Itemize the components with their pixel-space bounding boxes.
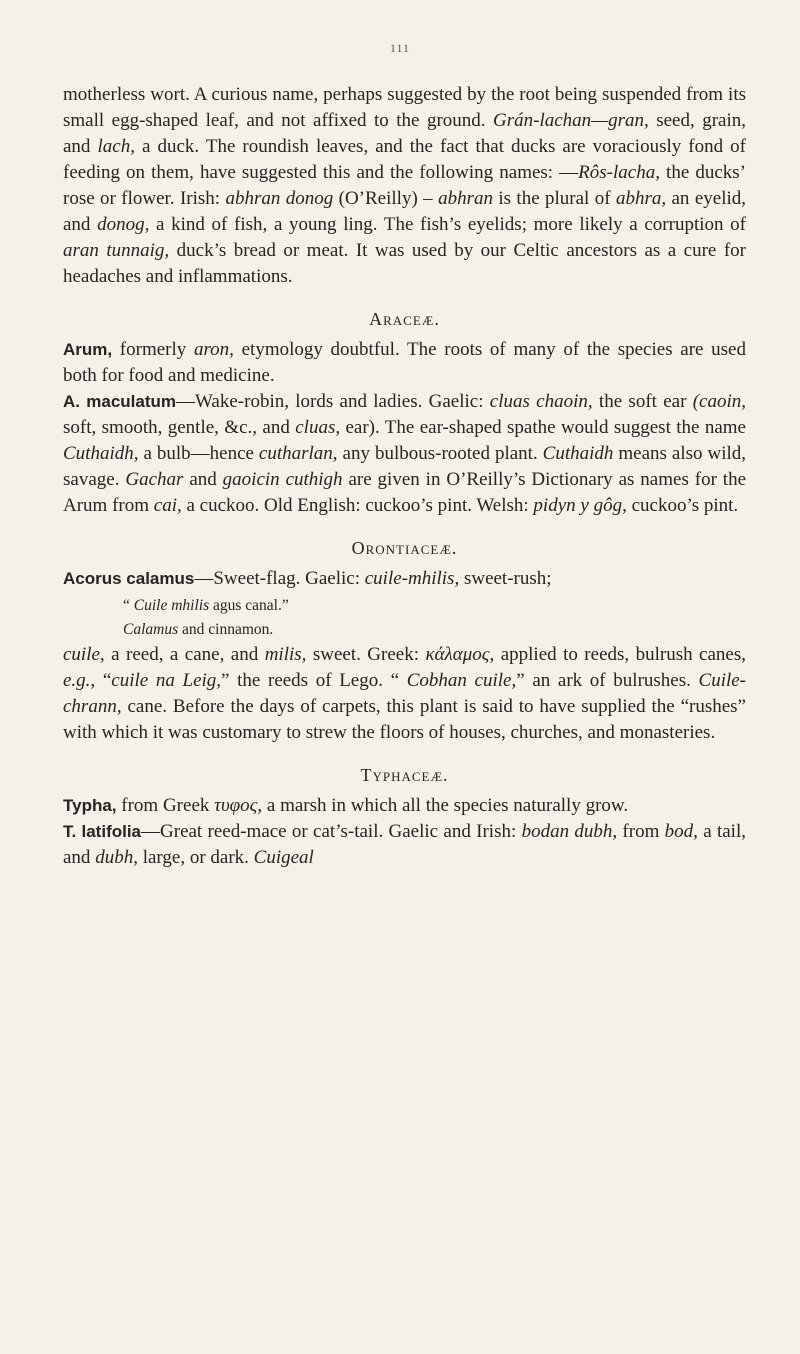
paragraph-lesser-celandine: motherless wort. A curious name, perhaps suggested by the root being suspended from its small egg-shaped leaf, and not affixed to the ground. Grán-lachan—gran, seed, grain, and lach, a duck. The roundish leaves, and the fact that ducks are voraciously fond of feeding on them, have suggested this and the following names: —Rôs-lacha, the ducks’ rose or flower. Irish: abhran donog (O’Reilly) – abhran is the plural of abhra, an eyelid, and donog, a kind of fish, a young ling. The fish’s eyelids; more likely a corruption of aran tunnaig, duck’s bread or meat. It was used by our Celtic ancestors as a cure for headaches and inflammations. bbox=[63, 84, 747, 287]
paragraph-arum-maculatum: A. maculatum—Wake-robin, lords and ladies. Gaelic: cluas chaoin, the soft ear (caoin, soft, smooth, gentle, &c., and cluas, ear). The ear-shaped spathe would suggest the name Cuthaidh, a bulb—hence cutharlan, any bulbous-rooted plant. Cuthaidh means also wild, savage. Gachar and gaoicin cuthigh are given in O’Reilly’s Dictionary as names for the Arum from cai, a cuckoo. Old English: cuckoo’s pint. Welsh: pidyn y gôg, cuckoo’s pint. bbox=[63, 391, 747, 516]
paragraph-typha: Typha, from Greek τυφος, a marsh in which all the species naturally grow. bbox=[63, 795, 629, 816]
paragraph-arum: Arum, formerly aron, etymology doubtful. The roots of many of the species are used both for food and medicine. bbox=[63, 339, 746, 386]
page-number: 111 bbox=[389, 41, 411, 55]
quotation-line-1: “ Cuile mhilis agus canal.” bbox=[123, 597, 289, 614]
section-heading-typhaceae: Typhaceæ. bbox=[360, 765, 449, 785]
paragraph-cuile: cuile, a reed, a cane, and milis, sweet. Greek: κάλαμος, applied to reeds, bulrush canes, e.g., “cuile na Leig,” the reeds of Lego. “ Cobhan cuile,” an ark of bulrushes. Cuile-chrann, cane. Before the days of carpets, this plant is said to have supplied the “rushes” with which it was customary to strew the floors of houses, churches, and monasteries. bbox=[63, 644, 747, 743]
paragraph-acorus: Acorus calamus—Sweet-flag. Gaelic: cuile-mhilis, sweet-rush; bbox=[63, 568, 552, 589]
genus-name: Typha, bbox=[63, 796, 117, 815]
paragraph-typha-latifolia: T. latifolia—Great reed-mace or cat’s-tail. Gaelic and Irish: bodan dubh, from bod, a tail, and dubh, large, or dark. Cuigeal bbox=[63, 821, 746, 868]
page-text bbox=[63, 82, 746, 871]
species-name: Acorus calamus bbox=[63, 569, 195, 588]
section-heading-orontiaceae: Orontiaceæ. bbox=[351, 538, 458, 558]
species-name: T. latifolia bbox=[63, 822, 142, 841]
species-name: A. maculatum bbox=[63, 392, 177, 411]
section-heading-araceae: Araceæ. bbox=[369, 309, 440, 329]
quotation-line-2: Calamus and cinnamon. bbox=[123, 621, 274, 638]
genus-name: Arum, bbox=[63, 340, 113, 359]
